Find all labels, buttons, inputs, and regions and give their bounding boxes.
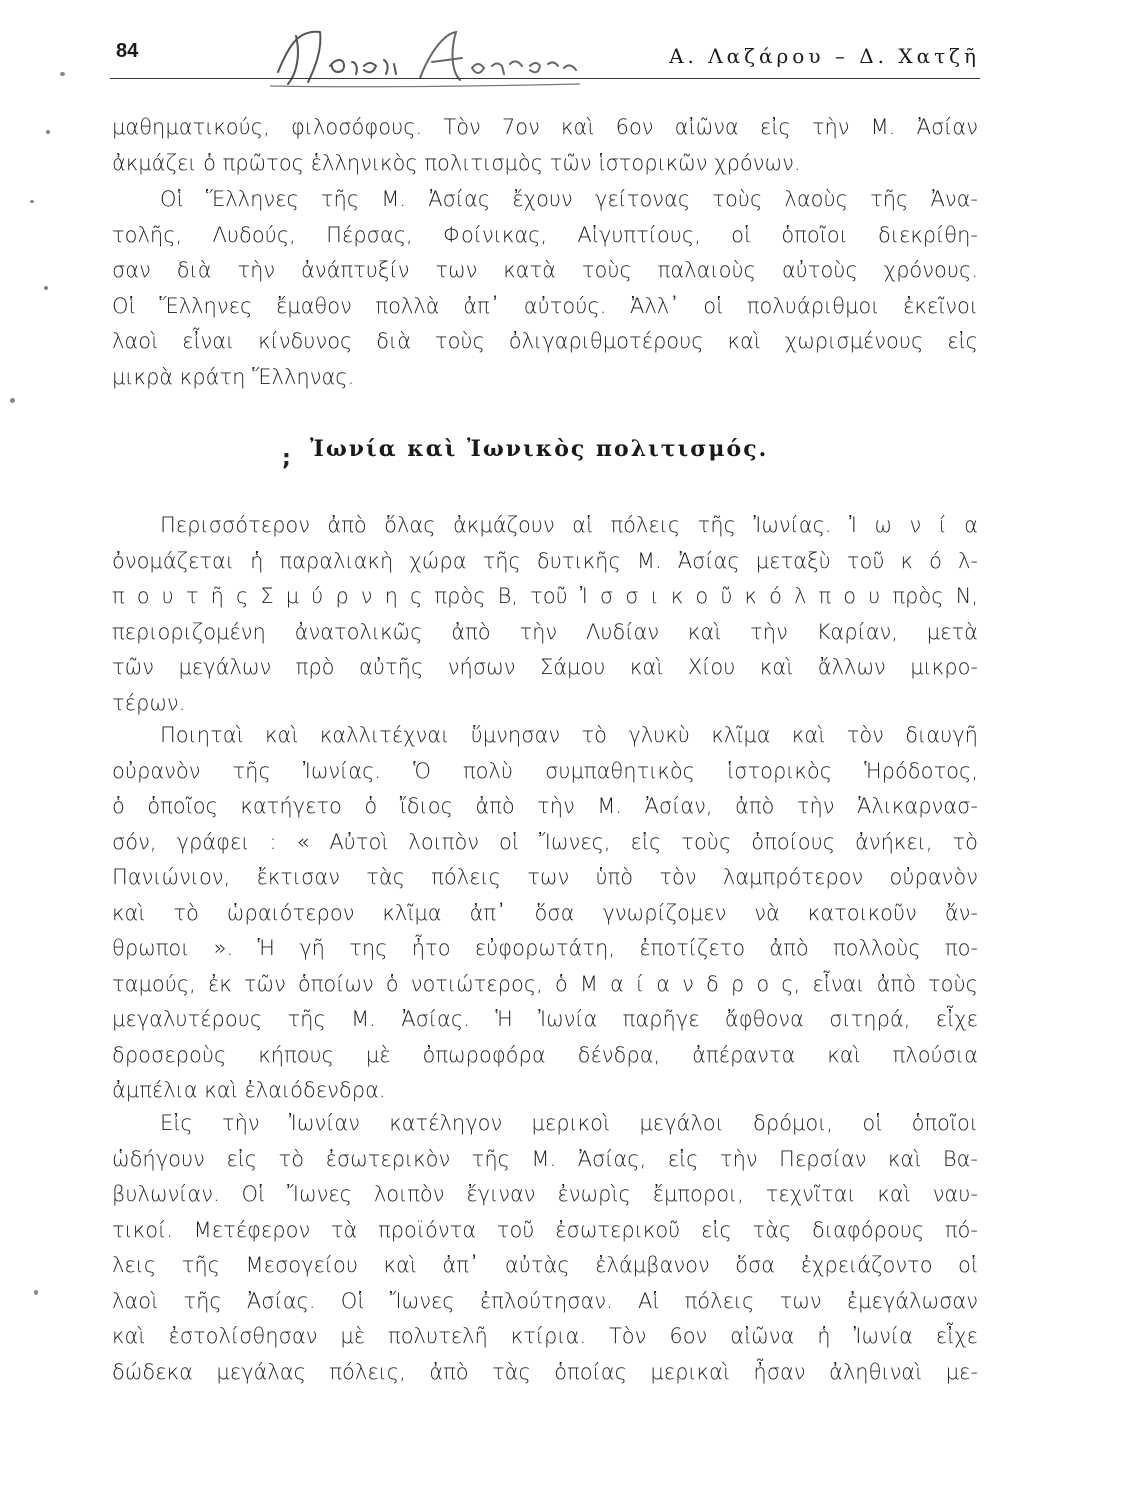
text-line: Πανιώνιον, ἔκτισαν τὰς πόλεις των ὑπὸ τὸν λαμπρότερον οὐρανὸν: [112, 865, 978, 889]
section-heading: Ἰωνία καὶ Ἰωνικὸς πολιτισμός.: [310, 436, 769, 462]
text-line: Οἱ Ἕλληνες ἔμαθον πολλὰ ἀπ᾿ αὐτούς. Ἀλλ᾿ οἱ πολυάριθμοι ἐκεῖνοι: [112, 293, 978, 318]
text-line: θρωποι ». Ἡ γῆ της ἦτο εὐφορωτάτη, ἐποτίζετο ἀπὸ πολλοὺς πο-: [112, 936, 978, 960]
handwritten-signature: [260, 22, 590, 92]
running-head: Α. Λαζάρου – Δ. Χατζῆ: [669, 44, 980, 68]
text-line: τολῆς, Λυδούς, Πέρσας, Φοίνικας, Αἰγυπτίους, οἱ ὁποῖοι διεκρίθη-: [112, 222, 978, 247]
text-line: καὶ ἐστολίσθησαν μὲ πολυτελῆ κτίρια. Τὸν 6ον αἰῶνα ἡ Ἰωνία εἶχε: [112, 1324, 978, 1348]
text-line: π ο υ τ ῆ ς Σ μ ύ ρ ν η ς πρὸς Β, τοῦ Ἰ σ σ ι κ ο ῦ κ ό λ π ο υ πρὸς Ν,: [112, 584, 978, 608]
text-line: λαοὶ εἶναι κίνδυνος διὰ τοὺς ὀλιγαριθμοτέρους καὶ χωρισμένους εἰς: [112, 329, 978, 353]
text-line: μαθηματικούς, φιλοσόφους. Τὸν 7ον καὶ 6ον αἰῶνα εἰς τὴν Μ. Ἀσίαν: [112, 115, 978, 139]
text-line: ἀκμάζει ὁ πρῶτος ἑλληνικὸς πολιτισμὸς τῶν ἱστορικῶν χρόνων.: [112, 150, 801, 175]
header-rule: [110, 78, 980, 79]
text-line: δροσεροὺς κήπους μὲ ὀπωροφόρα δένδρα, ἀπέραντα καὶ πλούσια: [112, 1042, 978, 1067]
text-line: δώδεκα μεγάλας πόλεις, ἀπὸ τὰς ὁποίας μερικαὶ ἦσαν ἀληθιναὶ με-: [112, 1359, 978, 1384]
text-line: περιοριζομένη ἀνατολικῶς ἀπὸ τὴν Λυδίαν καὶ τὴν Καρίαν, μετὰ: [112, 619, 978, 644]
text-line: ὡδήγουν εἰς τὸ ἐσωτερικὸν τῆς Μ. Ἀσίας, εἰς τὴν Περσίαν καὶ Βα-: [112, 1146, 978, 1171]
scan-speck: [30, 200, 34, 203]
scan-speck: [10, 398, 15, 403]
text-line: λαοὶ τῆς Ἀσίας. Οἱ Ἴωνες ἐπλούτησαν. Αἱ πόλεις των ἐμεγάλωσαν: [112, 1288, 978, 1313]
text-line: ἀμπέλια καὶ ἐλαιόδενδρα.: [112, 1078, 386, 1102]
paragraph-4: [112, 718, 978, 1109]
text-line: ὁ ὁποῖος κατήγετο ὁ ἴδιος ἀπὸ τὴν Μ. Ἀσίαν, ἀπὸ τὴν Ἁλικαρνασ-: [112, 794, 978, 818]
paragraph-5: [112, 1106, 978, 1390]
text-line: βυλωνίαν. Οἱ Ἴωνες λοιπὸν ἔγιναν ἐνωρὶς ἔμποροι, τεχνῖται καὶ ναυ-: [112, 1182, 978, 1206]
text-line: Οἱ Ἕλληνες τῆς Μ. Ἀσίας ἔχουν γείτονας τοὺς λαοὺς τῆς Ἀνα-: [160, 187, 978, 211]
text-line: τικοί. Μετέφερον τὰ προϊόντα τοῦ ἐσωτερικοῦ εἰς τὰς διαφόρους πό-: [112, 1217, 978, 1242]
paragraph-2: [112, 182, 978, 395]
page-number: 84: [116, 40, 139, 62]
text-line: σαν διὰ τὴν ἀνάπτυξίν των κατὰ τοὺς παλαιοὺς αὐτοὺς χρόνους.: [112, 258, 978, 282]
text-line: καὶ τὸ ὡραιότερον κλῖμα ἀπ᾿ ὅσα γνωρίζομεν νὰ κατοικοῦν ἄν-: [112, 900, 978, 925]
text-line: τέρων.: [112, 690, 186, 715]
text-line: μεγαλυτέρους τῆς Μ. Ἀσίας. Ἡ Ἰωνία παρῆγε ἄφθονα σιτηρά, εἶχε: [112, 1007, 978, 1031]
scan-speck: [34, 1290, 38, 1295]
scan-speck: [60, 72, 65, 76]
text-line: τῶν μεγάλων πρὸ αὐτῆς νήσων Σάμου καὶ Χίου καὶ ἄλλων μικρο-: [112, 655, 978, 679]
text-line: Περισσότερον ἀπὸ ὅλας ἀκμάζουν αἱ πόλεις τῆς Ἰωνίας. Ἰ ω ν ί α: [160, 513, 978, 537]
text-line: ταμούς, ἐκ τῶν ὁποίων ὁ νοτιώτερος, ὁ Μ α ί α ν δ ρ ο ς, εἶναι ἀπὸ τοὺς: [112, 971, 978, 996]
margin-mark: ;: [282, 446, 291, 471]
text-line: λεις τῆς Μεσογείου καὶ ἀπ᾿ αὐτὰς ἐλάμβανον ὅσα ἐχρειάζοντο οἱ: [112, 1253, 978, 1277]
text-line: οὐρανὸν τῆς Ἰωνίας. Ὁ πολὺ συμπαθητικὸς ἱστορικὸς Ἡρόδοτος,: [112, 758, 978, 783]
text-line: Εἰς τὴν Ἰωνίαν κατέληγον μερικοὶ μεγάλοι δρόμοι, οἱ ὁποῖοι: [160, 1111, 978, 1135]
scan-speck: [46, 130, 50, 134]
text-line: ὀνομάζεται ἡ παραλιακὴ χώρα τῆς δυτικῆς Μ. Ἀσίας μεταξὺ τοῦ κ ό λ-: [112, 548, 978, 573]
text-line: σόν, γράφει : « Αὐτοὶ λοιπὸν οἱ Ἴωνες, εἰς τοὺς ὁποίους ἀνήκει, τὸ: [112, 829, 978, 854]
text-line: Ποιηταὶ καὶ καλλιτέχναι ὕμνησαν τὸ γλυκὺ κλῖμα καὶ τὸν διαυγῆ: [160, 723, 978, 747]
page-header: [110, 30, 980, 92]
text-line: μικρὰ κράτη Ἕλληνας.: [112, 364, 355, 389]
paragraph-1: [112, 110, 978, 181]
paragraph-3: [112, 508, 978, 721]
scan-speck: [44, 286, 48, 290]
